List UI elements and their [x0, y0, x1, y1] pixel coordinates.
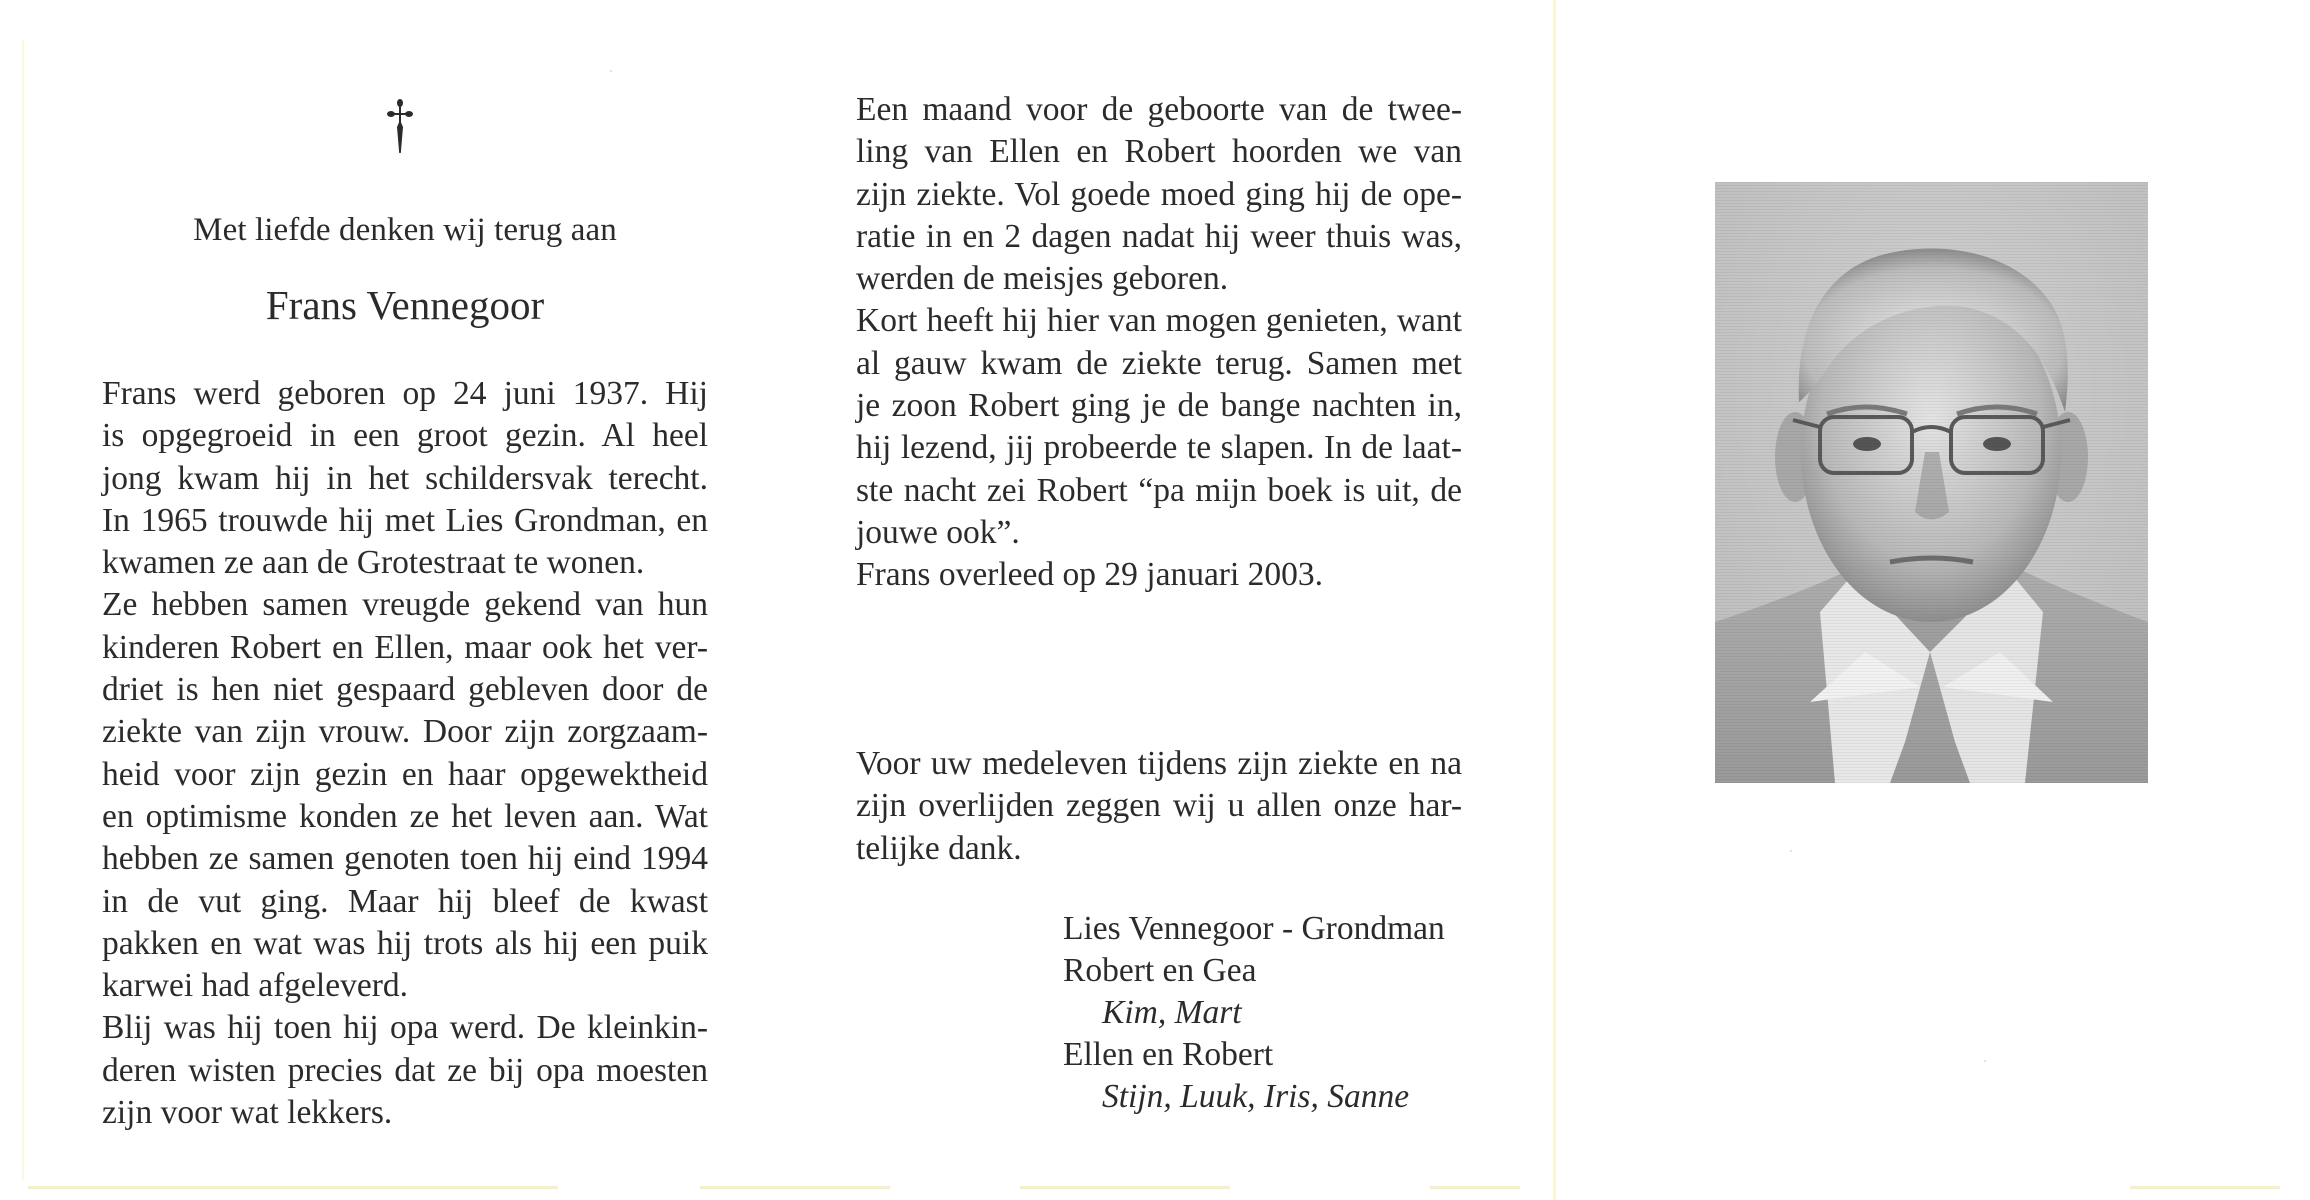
text-line: in de vut ging. Maar hij bleef de kwast: [102, 882, 708, 920]
thanks-text: [856, 743, 1462, 870]
card-left-edge: [22, 40, 24, 1180]
signature-line: Ellen en Robert: [1063, 1036, 1274, 1073]
text-line: werden de meisjes geboren.: [856, 260, 1229, 298]
text-line: Frans werd geboren op 24 juni 1937. Hij: [102, 375, 708, 412]
intro-text: Met liefde denken wij terug aan: [193, 212, 617, 248]
portrait-photo: [1715, 182, 2148, 783]
biography-text: [102, 373, 708, 1134]
text-line: ziekte van zijn vrouw. Door zijn zorgzaam-: [102, 713, 708, 751]
text-line: je zoon Robert ging je de bange nachten in,: [856, 387, 1462, 425]
text-line: is opgegroeid in een groot gezin. Al heel: [102, 417, 708, 455]
text-line: Frans overleed op 29 januari 2003.: [856, 556, 1324, 594]
grandchildren-line: Stijn, Luuk, Iris, Sanne: [1102, 1078, 1410, 1115]
grandchildren-line: Kim, Mart: [1102, 994, 1242, 1031]
card-bottom-edge: [1020, 1186, 1230, 1189]
text-line: al gauw kwam de ziekte terug. Samen met: [856, 344, 1462, 382]
text-line: kinderen Robert en Ellen, maar ook het ver-: [102, 628, 708, 666]
signature-line: Lies Vennegoor - Grondman: [1063, 910, 1445, 947]
text-line: zijn ziekte. Vol goede moed ging hij de ope-: [856, 175, 1462, 213]
text-line: zijn voor wat lekkers.: [102, 1094, 393, 1132]
text-line: hebben ze samen genoten toen hij eind 1994: [102, 840, 708, 878]
text-line: zijn overlijden zeggen wij u allen onze har-: [856, 787, 1462, 825]
signature-line: Robert en Gea: [1063, 952, 1257, 989]
text-line: ste nacht zei Robert “pa mijn boek is uit, de: [856, 471, 1462, 509]
text-line: pakken en wat was hij trots als hij een puik: [102, 924, 708, 962]
illness-text: [856, 89, 1462, 597]
text-line: Ze hebben samen vreugde gekend van hun: [102, 586, 708, 624]
text-line: ling van Ellen en Robert hoorden we van: [856, 133, 1462, 171]
scan-speck: [1790, 850, 1792, 852]
text-line: ratie in en 2 dagen nadat hij weer thuis was,: [856, 217, 1462, 255]
text-line: jouwe ook”.: [856, 513, 1020, 551]
card-bottom-edge: [2130, 1186, 2280, 1189]
text-line: karwei had afgeleverd.: [102, 967, 408, 1005]
text-line: hij lezend, jij probeerde te slapen. In de laat-: [856, 429, 1462, 467]
text-line: kwamen ze aan de Grotestraat te wonen.: [102, 544, 645, 582]
text-line: telijke dank.: [856, 829, 1022, 867]
card-bottom-edge: [1430, 1186, 1520, 1189]
text-line: In 1965 trouwde hij met Lies Grondman, en: [102, 501, 708, 539]
text-line: heid voor zijn gezin en haar opgewektheid: [102, 755, 708, 793]
text-line: Voor uw medeleven tijdens zijn ziekte en na: [856, 745, 1462, 782]
card-bottom-edge: [700, 1186, 890, 1189]
text-line: driet is hen niet gespaard gebleven door de: [102, 671, 708, 709]
text-line: Kort heeft hij hier van mogen genieten, want: [856, 302, 1462, 340]
card-fold-line: [1553, 0, 1556, 1200]
deceased-name: Frans Vennegoor: [265, 282, 545, 328]
family-signatures: [1063, 908, 1445, 1118]
text-line: jong kwam hij in het schildersvak terecht.: [102, 459, 708, 497]
scan-speck: [1984, 1060, 1986, 1062]
cross-icon: [386, 98, 414, 154]
card-bottom-edge: [28, 1186, 558, 1189]
text-line: en optimisme konden ze het leven aan. Wat: [102, 797, 708, 835]
text-line: deren wisten precies dat ze bij opa moesten: [102, 1051, 708, 1089]
scan-speck: [610, 70, 612, 72]
text-line: Blij was hij toen hij opa werd. De kleinkin-: [102, 1009, 708, 1047]
text-line: Een maand voor de geboorte van de twee-: [856, 91, 1462, 128]
portrait-image: [1715, 182, 2148, 783]
